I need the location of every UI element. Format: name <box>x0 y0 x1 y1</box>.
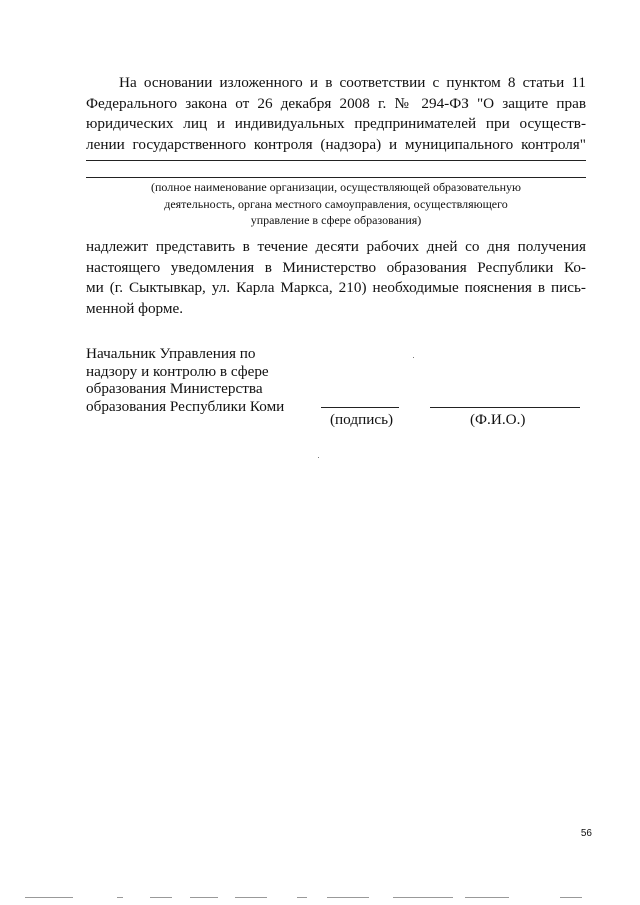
caption-line: деятельность, органа местного самоуправления, осуществляющего <box>164 196 508 211</box>
paragraph-line: настоящего уведомления в Министерство образования Республики Ко- <box>86 258 586 276</box>
paragraph-line: ми (г. Сыктывкар, ул. Карла Маркса, 210) необходимые пояснения в пись- <box>86 279 586 296</box>
signer-line: образования Министерства <box>86 380 263 397</box>
full-name-label: (Ф.И.О.) <box>470 411 526 428</box>
blank-line-organization-1 <box>86 160 586 161</box>
signer-title <box>86 345 296 415</box>
paragraph-line: менной форме. <box>86 299 184 317</box>
caption-line: (полное наименование организации, осуществляющей образовательную <box>151 180 521 194</box>
signer-line: образования Республики Коми <box>86 397 285 415</box>
scan-speck <box>318 457 319 458</box>
paragraph-line: Федерального закона от 26 декабря 2008 г. № 294-ФЗ "О защите прав <box>86 94 586 112</box>
blank-line-organization-2 <box>86 177 586 178</box>
signature-label: (подпись) <box>330 411 394 428</box>
signature-line <box>321 407 399 408</box>
full-name-line <box>430 407 580 408</box>
page-number: 56 <box>580 828 592 839</box>
caption-line: управление в сфере образования) <box>250 213 422 227</box>
paragraph-line: надлежит представить в течение десяти рабочих дней со дня получения <box>86 238 586 255</box>
signer-line: надзору и контролю в сфере <box>86 362 269 380</box>
scan-edge-artifacts <box>25 897 615 899</box>
organization-caption <box>86 179 586 229</box>
scan-speck <box>413 357 414 358</box>
paragraph-legal-basis <box>86 73 586 155</box>
paragraph-line: лении государственного контроля (надзора) и муниципального контроля" <box>86 135 586 153</box>
signer-line: Начальник Управления по <box>86 345 256 362</box>
paragraph-requirement <box>86 237 586 319</box>
paragraph-line: юридических лиц и индивидуальных предпринимателей при осуществ- <box>86 115 586 132</box>
paragraph-line: На основании изложенного и в соответствии с пунктом 8 статьи 11 <box>119 74 586 91</box>
